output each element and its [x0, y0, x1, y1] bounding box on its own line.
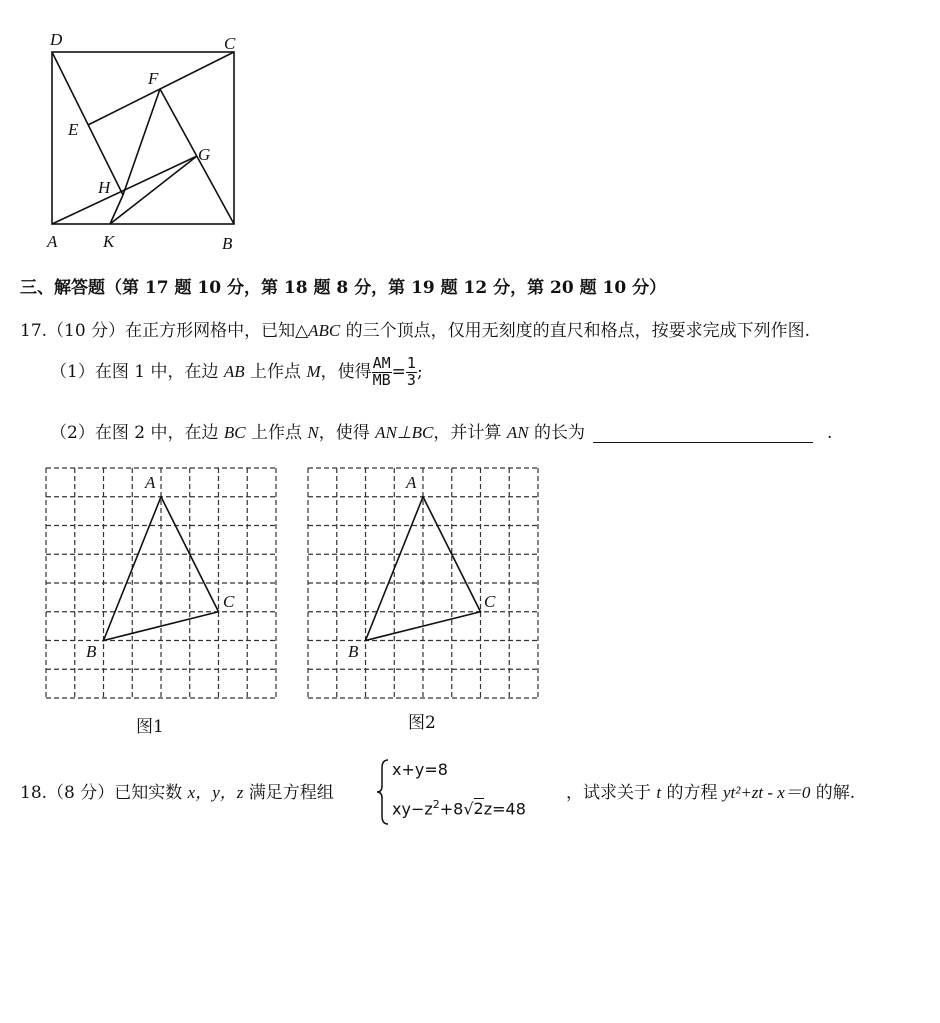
answer-blank[interactable]	[593, 424, 813, 443]
square-figure	[40, 30, 260, 260]
grid-figure-1	[40, 462, 286, 700]
q17-intro: 17.（10 分）在正方形网格中，已知△ABC 的三个顶点，仅用无刻度的直尺和格点，按要求完成下列作图.	[20, 321, 811, 341]
label-d: D	[50, 30, 63, 49]
section-heading: 三、解答题（第 17 题 10 分，第 18 题 8 分，第 19 题 12 分，第 20 题 10 分）	[20, 278, 667, 298]
label-f: F	[148, 69, 159, 88]
label-b: B	[222, 234, 233, 253]
label-c: C	[224, 34, 236, 53]
q18-post: ，试求关于 t 的方程 yt²+zt - x＝0 的解.	[566, 783, 856, 803]
fig2-caption: 图2	[408, 713, 436, 733]
label-a: A	[47, 232, 58, 251]
segment-ag	[52, 156, 197, 224]
label-h: H	[98, 178, 111, 197]
equation-1: x+y=8	[392, 760, 448, 779]
q17-part2: （2）在图 2 中，在边 BC 上作点 N，使得 AN⊥BC，并计算 AN 的长为 .	[50, 423, 833, 443]
ratio-one-third: $\frac{1}{3}$	[406, 354, 416, 389]
grid-figure-2	[302, 462, 548, 700]
fig2-label-a: A	[406, 473, 417, 492]
fig1-caption: 图1	[136, 717, 164, 737]
fig1-label-a: A	[145, 473, 156, 492]
label-k: K	[103, 232, 115, 251]
fig2-label-c: C	[484, 592, 496, 611]
fig2-label-b: B	[348, 642, 359, 661]
segment-dh	[52, 52, 123, 195]
segment-ec	[88, 52, 234, 125]
equation-2: $xy-z^2+8√2z=48$	[392, 798, 526, 819]
ratio-am-mb: $\frac{AM}{MB}$	[372, 354, 391, 389]
q17-part1: （1）在图 1 中，在边 AB 上作点 M，使得 $\frac{AM}{MB}$ = $\frac{1}{3}$ ;	[50, 354, 423, 389]
label-g: G	[198, 145, 211, 164]
q18-pre: 18.（8 分）已知实数 x，y，z 满足方程组	[20, 783, 334, 803]
fig1-label-b: B	[86, 642, 97, 661]
system-brace	[376, 758, 390, 826]
label-e: E	[68, 120, 79, 139]
fig1-label-c: C	[223, 592, 235, 611]
